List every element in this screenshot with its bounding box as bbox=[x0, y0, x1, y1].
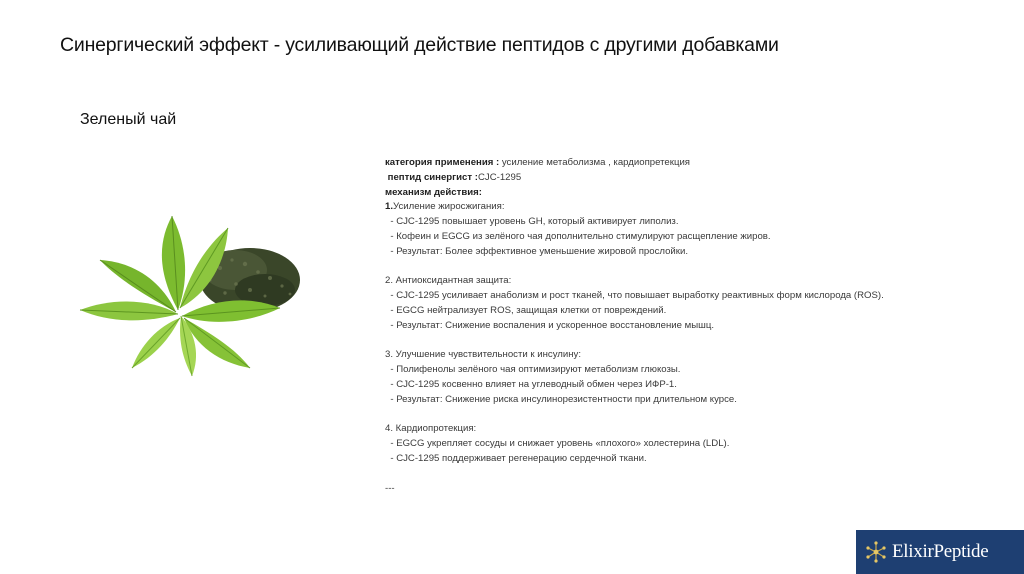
list-item: - Результат: Снижение риска инсулинорезистентности при длительном курсе. bbox=[385, 393, 737, 405]
green-tea-image bbox=[60, 198, 310, 378]
synergist-line bbox=[385, 171, 985, 186]
category-label: категория применения : bbox=[385, 157, 502, 168]
spacer bbox=[385, 260, 985, 275]
slide-title: Синергический эффект - усиливающий действие пептидов с другими добавками bbox=[60, 34, 779, 56]
spacer bbox=[385, 408, 985, 423]
list-item: - EGCG нейтрализует ROS, защищая клетки от повреждений. bbox=[385, 304, 667, 316]
section-heading: 3. Улучшение чувствительности к инсулину: bbox=[385, 349, 582, 361]
list-item: - Полифенолы зелёного чая оптимизируют метаболизм глюкозы. bbox=[385, 364, 681, 376]
mechanism-label: механизм действия: bbox=[385, 186, 482, 198]
list-item: - CJC-1295 повышает уровень GH, который активирует липолиз. bbox=[385, 216, 679, 228]
category-line bbox=[385, 156, 985, 171]
molecule-icon bbox=[864, 540, 888, 564]
text-content bbox=[385, 156, 985, 496]
synergist-value: CJC-1295 bbox=[477, 171, 522, 183]
list-item: - EGCG укрепляет сосуды и снижает уровень «плохого» холестерина (LDL). bbox=[385, 438, 730, 450]
category-value: усиление метаболизма , кардиопретекция bbox=[501, 157, 691, 168]
slide-subtitle: Зеленый чай bbox=[80, 111, 177, 128]
spacer bbox=[385, 467, 985, 482]
brand-logo bbox=[856, 530, 1024, 574]
synergist-label: пептид синергист : bbox=[385, 171, 478, 183]
spacer bbox=[385, 334, 985, 349]
list-item: - CJC-1295 поддерживает регенерацию сердечной ткани. bbox=[385, 452, 647, 464]
list-item: - Кофеин и EGCG из зелёного чая дополнительно стимулируют расщепление жиров. bbox=[385, 230, 771, 242]
list-item: - Результат: Снижение воспаления и ускоренное восстановление мышц. bbox=[385, 319, 714, 331]
list-item: - CJC-1295 усиливает анаболизм и рост тканей, что повышает выработку реактивных форм кислорода (ROS). bbox=[385, 290, 884, 302]
list-item: - CJC-1295 косвенно влияет на углеводный обмен через ИФР-1. bbox=[385, 378, 677, 390]
section-heading: 4. Кардиопротекция: bbox=[385, 423, 477, 435]
ending-mark: --- bbox=[385, 482, 395, 494]
section-heading: 2. Антиоксидантная защита: bbox=[385, 275, 512, 287]
section-number: 1. bbox=[385, 201, 394, 213]
section-heading: 1.Усиление жиросжигания: bbox=[385, 201, 505, 213]
list-item: - Результат: Более эффективное уменьшение жировой прослойки. bbox=[385, 245, 689, 257]
logo-text: ElixirPeptide bbox=[892, 541, 989, 562]
